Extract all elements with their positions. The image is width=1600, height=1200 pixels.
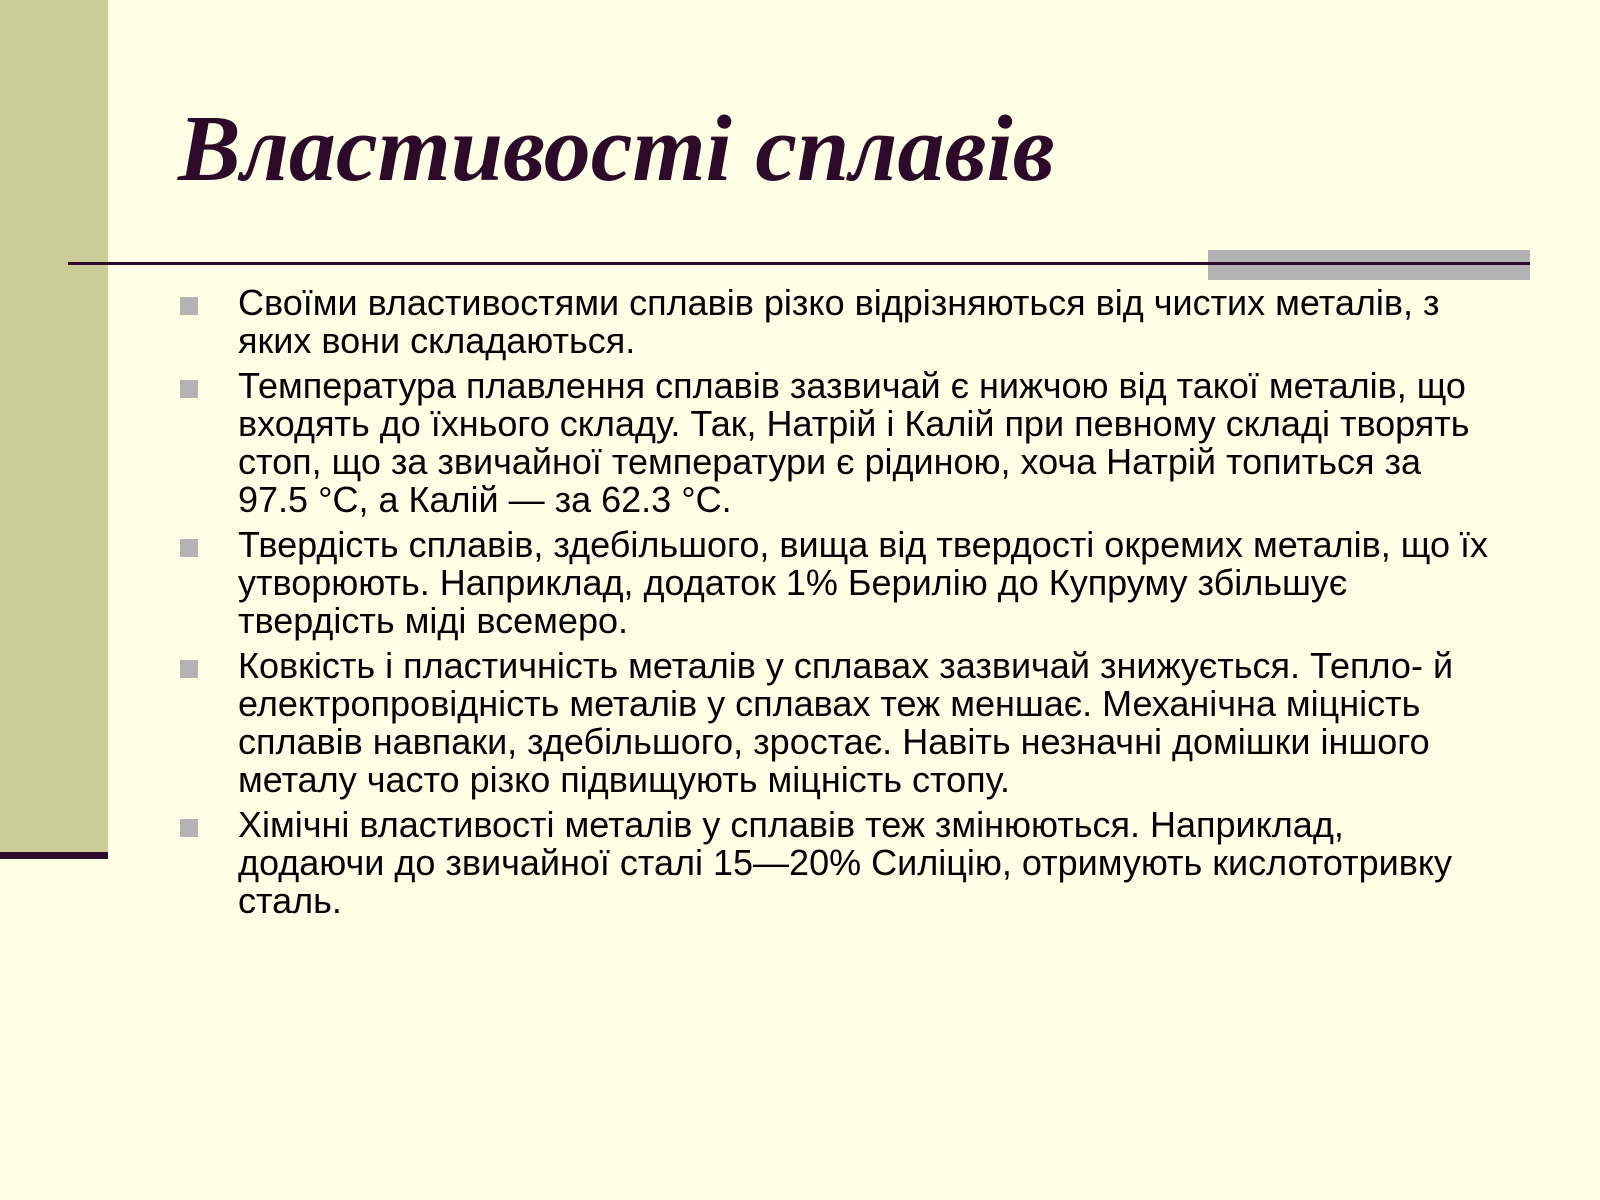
bullet-item bbox=[178, 526, 1498, 640]
bullet-list bbox=[178, 284, 1498, 927]
square-bullet-icon bbox=[180, 297, 198, 315]
title-divider-overlay bbox=[1208, 262, 1530, 265]
square-bullet-icon bbox=[180, 819, 198, 837]
bullet-item bbox=[178, 647, 1498, 799]
bullet-text: Хімічні властивості металів у сплавів теж змінюються. Наприклад, додаючи до звичайної сталі 15—20% Силіцію, отримують кислототривку сталь. bbox=[238, 804, 1453, 921]
square-bullet-icon bbox=[180, 539, 198, 557]
side-decor-bar-base bbox=[0, 852, 108, 859]
bullet-text: Своїми властивостями сплавів різко відрізняються від чистих металів, з яких вони складаються. bbox=[238, 282, 1440, 361]
bullet-item bbox=[178, 284, 1498, 360]
square-bullet-icon bbox=[180, 660, 198, 678]
bullet-item bbox=[178, 367, 1498, 519]
square-bullet-icon bbox=[180, 380, 198, 398]
title-accent-bar bbox=[1208, 250, 1530, 280]
bullet-text: Твердість сплавів, здебільшого, вища від твердості окремих металів, що їх утворюють. Наприклад, додаток 1% Берилію до Купруму збільшує твердість міді всемеро. bbox=[238, 524, 1489, 641]
bullet-text: Температура плавлення сплавів зазвичай є нижчою від такої металів, що входять до їхнього складу. Так, Натрій і Калій при певному складі творять стоп, що за звичайної температури є рідиною, хоча Натрій топиться за 97.5 °C, а Калій — за 62.3 °C. bbox=[238, 365, 1470, 520]
bullet-text: Ковкість і пластичність металів у сплавах зазвичай знижується. Тепло- й електропровідність металів у сплавах теж меншає. Механічна міцність сплавів навпаки, здебільшого, зростає. Навіть незначні домішки іншого металу часто різко підвищують міцність стопу. bbox=[238, 645, 1454, 800]
side-decor-bar bbox=[0, 0, 108, 852]
bullet-item bbox=[178, 806, 1498, 920]
slide-title: Властивості сплавів bbox=[178, 97, 1055, 201]
